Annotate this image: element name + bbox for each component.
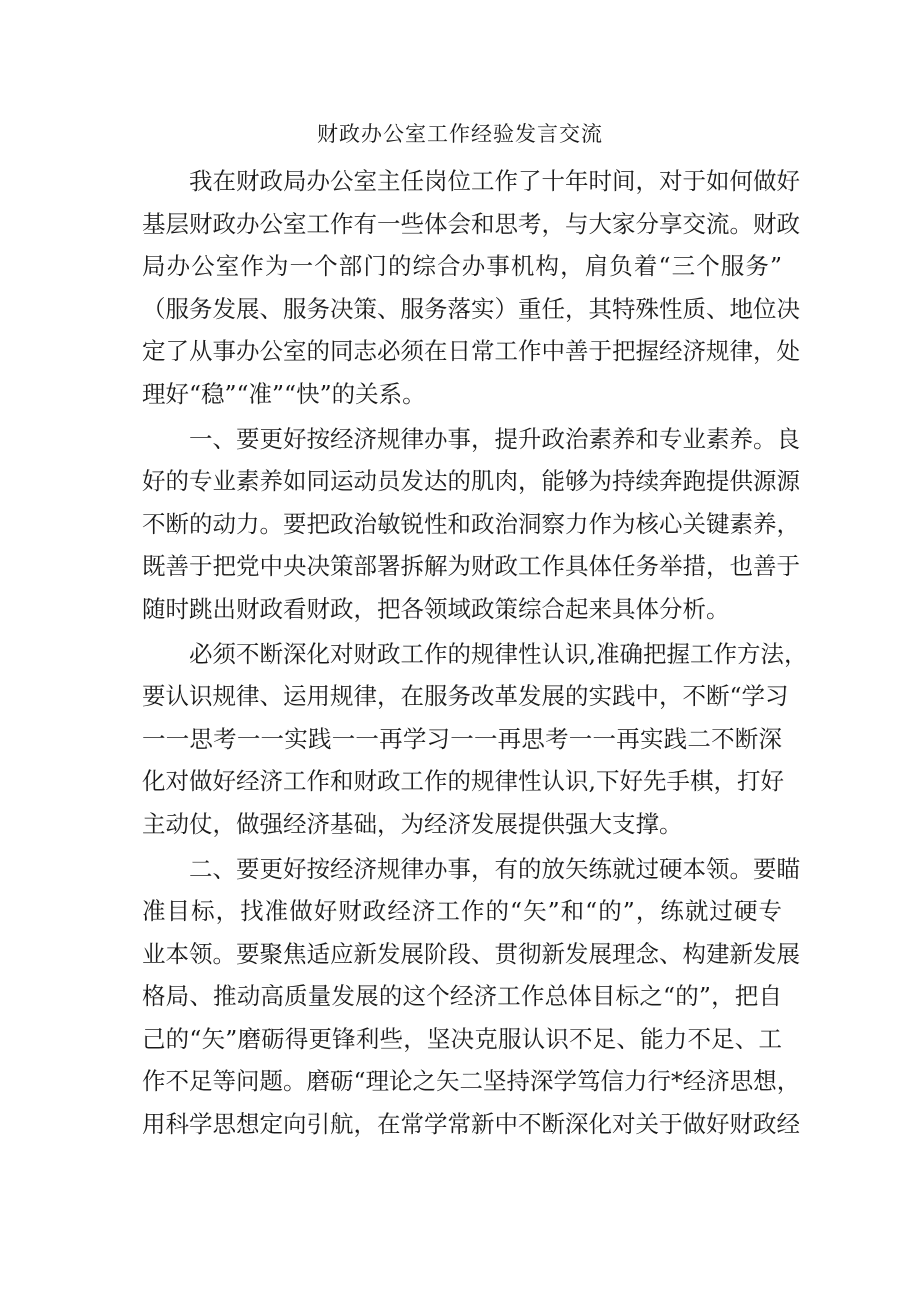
- document-title: 财政办公室工作经验发言交流: [317, 122, 603, 146]
- paragraph-line: （服务发展、服务决策、服务落实）重任，其特殊性质、地位决: [142, 294, 800, 323]
- paragraph-line: 格局、推动高质量发展的这个经济工作总体目标之“的”，把自: [142, 982, 782, 1011]
- paragraph-line: 业本领。要聚焦适应新发展阶段、贯彻新发展理念、构建新发展: [142, 939, 800, 968]
- paragraph-line: 基层财政办公室工作有一些体会和思考，与大家分享交流。财政: [142, 209, 800, 238]
- paragraph-line: 作不足等问题。磨砺“理论之矢二坚持深学笃信力行*经济思想，: [142, 1067, 801, 1096]
- paragraph-line: 主动仗，做强经济基础，为经济发展提供强大支撑。: [142, 809, 683, 838]
- paragraph-line: 己的“矢”磨砺得更锋利些，坚决克服认识不足、能力不足、工: [142, 1024, 782, 1053]
- paragraph-line: 局办公室作为一个部门的综合办事机构，肩负着“三个服务”: [142, 252, 782, 281]
- paragraph-3: [142, 633, 808, 846]
- paragraph-1: [142, 160, 800, 416]
- paragraph-line: 用科学思想定向引航，在常学常新中不断深化对关于做好财政经: [142, 1110, 800, 1139]
- paragraph-line: 既善于把党中央决策部署拆解为财政工作具体任务举措，也善于: [142, 552, 800, 581]
- paragraph-2: [142, 418, 800, 631]
- paragraph-line: 不断的动力。要把政治敏锐性和政治洞察力作为核心关键素养，: [142, 509, 800, 538]
- paragraph-line: 必须不断深化对财政工作的规律性认识,准确把握工作方法，: [189, 639, 808, 668]
- paragraph-line: 随时跳出财政看财政，把各领域政策综合起来具体分析。: [142, 594, 730, 623]
- paragraph-line: 一一思考一一实践一一再学习一一再思考一一再实践二不断深: [142, 724, 782, 753]
- paragraph-line: 定了从事办公室的同志必须在日常工作中善于把握经济规律，处: [142, 337, 800, 366]
- paragraph-line: 好的专业素养如同运动员发达的肌肉，能够为持续奔跑提供源源: [142, 467, 800, 496]
- paragraph-line: 一、要更好按经济规律办事，提升政治素养和专业素养。良: [189, 424, 800, 453]
- paragraph-line: 我在财政局办公室主任岗位工作了十年时间，对于如何做好: [189, 167, 800, 195]
- document-body: [142, 160, 808, 1146]
- paragraph-line: 准目标，找准做好财政经济工作的“矢”和“的”，练就过硬专: [142, 897, 782, 926]
- paragraph-line: 二、要更好按经济规律办事，有的放矢练就过硬本领。要瞄: [189, 854, 800, 883]
- paragraph-line: 要认识规律、运用规律，在服务改革发展的实践中，不断“学习: [142, 682, 789, 711]
- paragraph-line: 理好“稳”“准”“快”的关系。: [142, 379, 426, 408]
- paragraph-line: 化对做好经济工作和财政工作的规律性认识,下好先手棋，打好: [142, 767, 784, 796]
- paragraph-4: [142, 848, 801, 1146]
